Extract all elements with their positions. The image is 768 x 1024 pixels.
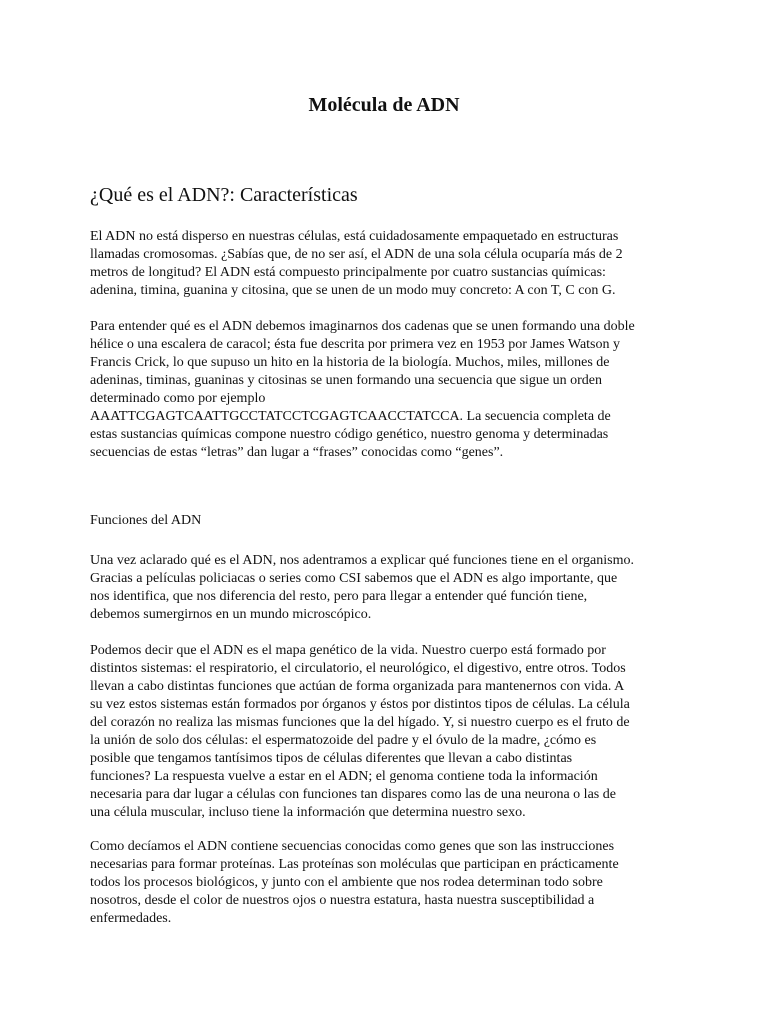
paragraph-line: Podemos decir que el ADN es el mapa genético de la vida. Nuestro cuerpo está formado por: [90, 643, 606, 658]
paragraph-line: su vez estos sistemas están formados por órganos y éstos por distintos tipos de células. La célula: [90, 697, 630, 712]
paragraph-line: Para entender qué es el ADN debemos imaginarnos dos cadenas que se unen formando una doble: [90, 319, 635, 334]
paragraph-line: debemos sumergirnos en un mundo microscópico.: [90, 607, 372, 622]
paragraph-line: necesarias para formar proteínas. Las proteínas son moléculas que participan en prácticamente: [90, 857, 619, 872]
paragraph-line: Francis Crick, lo que supuso un hito en la historia de la biología. Muchos, miles, millones de: [90, 355, 610, 370]
paragraph-5: [90, 838, 690, 928]
paragraph-line: llevan a cabo distintas funciones que actúan de forma organizada para mantenernos con vida. A: [90, 679, 625, 694]
paragraph-line: posible que tengamos tantísimos tipos de células diferentes que llevan a cabo distintas: [90, 751, 573, 766]
paragraph-line: una célula muscular, incluso tiene la información que determina nuestro sexo.: [90, 805, 526, 820]
paragraph-line: adenina, timina, guanina y citosina, que se unen de un modo muy concreto: A con T, C con G.: [90, 283, 616, 298]
section-heading-functions: Funciones del ADN: [90, 513, 202, 528]
paragraph-line: estas sustancias químicas compone nuestro código genético, nuestro genoma y determinadas: [90, 427, 609, 442]
paragraph-line: secuencias de estas “letras” dan lugar a “frases” conocidas como “genes”.: [90, 445, 504, 460]
paragraph-line: metros de longitud? El ADN está compuesto principalmente por cuatro sustancias químicas:: [90, 265, 606, 280]
paragraph-line: Una vez aclarado qué es el ADN, nos adentramos a explicar qué funciones tiene en el organismo.: [90, 553, 634, 568]
paragraph-line: hélice o una escalera de caracol; ésta fue descrita por primera vez en 1953 por James Watson y: [90, 337, 620, 352]
paragraph-line: la unión de solo dos células: el espermatozoide del padre y el óvulo de la madre, ¿cómo es: [90, 733, 597, 748]
page-title: Molécula de ADN: [308, 94, 460, 116]
paragraph-line: funciones? La respuesta vuelve a estar en el ADN; el genoma contiene toda la información: [90, 769, 598, 784]
paragraph-line: AAATTCGAGTCAATTGCCTATCCTCGAGTCAACCTATCCA. La secuencia completa de: [90, 409, 611, 424]
paragraph-line: nos identifica, que nos diferencia del resto, pero para llegar a entender qué función tiene,: [90, 589, 588, 604]
paragraph-line: todos los procesos biológicos, y junto con el ambiente que nos rodea determinan todo sobre: [90, 875, 603, 890]
paragraph-line: enfermedades.: [90, 911, 172, 926]
paragraph-line: llamadas cromosomas. ¿Sabías que, de no ser así, el ADN de una sola célula ocuparía más de 2: [90, 247, 623, 262]
paragraph-line: nosotros, desde el color de nuestros ojos o nuestra estatura, hasta nuestra susceptibilidad a: [90, 893, 595, 908]
paragraph-4: [90, 642, 690, 822]
paragraph-line: del corazón no realiza las mismas funciones que la del hígado. Y, si nuestro cuerpo es el fruto de: [90, 715, 630, 730]
paragraph-line: distintos sistemas: el respiratorio, el circulatorio, el neurológico, el digestivo, entre otros. Todos: [90, 661, 626, 676]
paragraph-3: [90, 552, 690, 624]
paragraph-line: determinado como por ejemplo: [90, 391, 266, 406]
paragraph-1: [90, 228, 690, 300]
paragraph-line: Como decíamos el ADN contiene secuencias conocidas como genes que son las instrucciones: [90, 839, 615, 854]
section-heading-characteristics: ¿Qué es el ADN?: Características: [90, 184, 358, 206]
paragraph-line: El ADN no está disperso en nuestras células, está cuidadosamente empaquetado en estructuras: [90, 229, 619, 244]
paragraph-line: adeninas, timinas, guaninas y citosinas se unen formando una secuencia que sigue un orden: [90, 373, 603, 388]
paragraph-2: [90, 318, 690, 462]
paragraph-line: necesaria para dar lugar a células con funciones tan dispares como las de una neurona o las de: [90, 787, 616, 802]
paragraph-line: Gracias a películas policiacas o series como CSI sabemos que el ADN es algo importante, que: [90, 571, 618, 586]
